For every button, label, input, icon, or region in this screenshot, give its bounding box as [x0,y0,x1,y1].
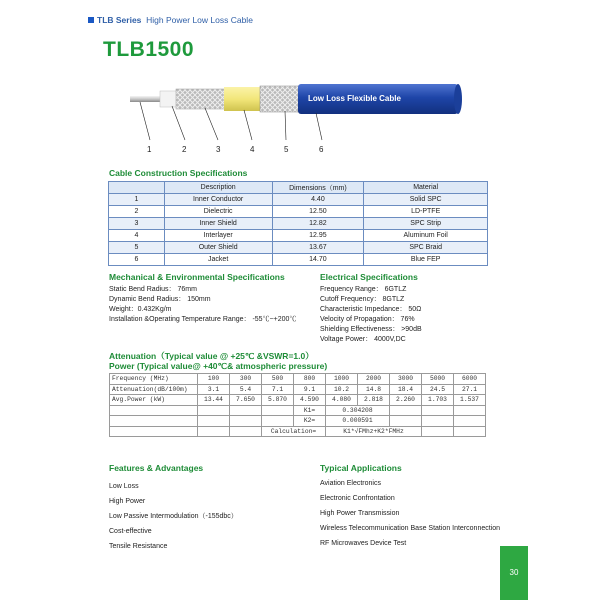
callout-1: 1 [147,145,152,154]
features-list [109,479,238,554]
table-cell: 4.590 [294,395,326,406]
empty-cell [198,426,230,437]
table-cell: 6 [109,254,165,266]
table-cell: LD-PTFE [364,206,488,218]
table-row [109,254,488,266]
table-cell: 500 [262,374,294,385]
table-cell: Aluminum Foil [364,230,488,242]
inner-shield [176,89,226,109]
calculation-row [110,426,486,437]
table-row [109,194,488,206]
page-number: 30 [509,568,519,577]
table-cell: 7.650 [230,395,262,406]
electrical-spec: Frequency Range： 6GTLZ [320,286,407,293]
construction-title: Cable Construction Specifications [109,168,248,178]
power-row [110,395,486,406]
list-item: High Power Transmission [320,510,400,517]
empty-cell [454,416,486,427]
row-label: Frequency (MHz) [110,374,198,385]
table-cell: Inner Shield [164,218,272,230]
empty-cell [110,416,198,427]
empty-cell [422,426,454,437]
row-label: Attenuation(dB/100m) [110,384,198,395]
empty-cell [110,405,198,416]
table-cell: 6000 [454,374,486,385]
empty-cell [422,416,454,427]
k1-row [110,405,486,416]
attenuation-title: Attenuation（Typical value @ +25℃ &VSWR=1.0） [109,351,314,361]
construction-header-row [109,182,488,194]
mechanical-spec: Installation &Operating Temperature Range： -55℃~+200℃ [109,316,297,323]
table-cell: 13.44 [198,395,230,406]
k1-value: 0.304208 [326,405,390,416]
empty-cell [230,416,262,427]
table-cell: 1.537 [454,395,486,406]
inner-conductor [130,96,162,102]
table-cell: Interlayer [164,230,272,242]
power-title: Power (Typical value@ +40℃& atmospheric pressure) [109,361,328,371]
table-cell: Solid SPC [364,194,488,206]
empty-cell [422,405,454,416]
callout-3: 3 [216,145,221,154]
applications-title: Typical Applications [320,463,402,473]
empty-cell [454,426,486,437]
table-cell: 7.1 [262,384,294,395]
table-cell: SPC Braid [364,242,488,254]
empty-cell [262,416,294,427]
table-cell: 14.8 [358,384,390,395]
empty-cell [230,405,262,416]
k1-label: K1= [294,405,326,416]
table-cell: 4.080 [326,395,358,406]
table-cell: 9.1 [294,384,326,395]
table-row [109,218,488,230]
header-cell: Dimensions（mm) [272,182,364,194]
empty-cell [390,416,422,427]
model-title: TLB1500 [103,38,195,61]
table-cell: 800 [294,374,326,385]
table-cell: 5000 [422,374,454,385]
table-row [109,242,488,254]
applications-list [320,476,500,551]
cable-illustration [0,0,600,170]
electrical-title: Electrical Specifications [320,272,418,282]
features-title: Features & Advantages [109,463,204,473]
list-item: High Power [109,498,146,505]
header-cell: Material [364,182,488,194]
table-cell: 18.4 [390,384,422,395]
mechanical-title: Mechanical & Environmental Specifications [109,272,285,282]
empty-cell [454,405,486,416]
table-cell: 300 [230,374,262,385]
table-cell: 14.70 [272,254,364,266]
list-item: Low Loss [109,483,139,490]
attenuation-table [109,373,486,437]
mechanical-spec-list [109,285,296,325]
electrical-spec: Cutoff Frequency： 8GTLZ [320,296,405,303]
list-item: RF Microwaves Device Test [320,540,407,547]
mechanical-spec: Dynamic Bend Radius： 150mm [109,296,211,303]
list-item: Cost-effective [109,528,152,535]
mechanical-spec: Static Bend Radius： 76mm [109,286,197,293]
dielectric [160,91,178,107]
table-cell: 1.703 [422,395,454,406]
table-cell: 10.2 [326,384,358,395]
table-cell: Blue FEP [364,254,488,266]
electrical-spec: Velocity of Propagation： 76% [320,316,415,323]
k2-row [110,416,486,427]
empty-cell [198,416,230,427]
empty-cell [110,426,198,437]
table-row [109,206,488,218]
list-item: Aviation Electronics [320,480,381,487]
table-cell: 2.260 [390,395,422,406]
table-cell: 3.1 [198,384,230,395]
series-name: TLB Series [97,15,142,25]
table-cell: 12.50 [272,206,364,218]
table-row [109,230,488,242]
list-item: Low Passive Intermodulation（-155dbc） [109,513,238,520]
table-cell: 27.1 [454,384,486,395]
empty-cell [262,405,294,416]
callout-2: 2 [182,145,187,154]
table-cell: 5.870 [262,395,294,406]
calculation-formula: K1*√FMhz+K2*FMHz [326,426,422,437]
electrical-spec: Shielding Effectiveness： >90dB [320,326,422,333]
empty-cell [390,405,422,416]
table-cell: 4 [109,230,165,242]
electrical-spec-list [320,285,422,345]
list-item: Tensile Resistance [109,543,168,550]
header-cell [109,182,165,194]
table-cell: Dielectric [164,206,272,218]
callout-5: 5 [284,145,289,154]
empty-cell [230,426,262,437]
attenuation-row [110,384,486,395]
table-cell: 2.818 [358,395,390,406]
interlayer [224,87,262,111]
series-subtitle: High Power Low Loss Cable [146,15,253,25]
row-label: Avg.Power (kW) [110,395,198,406]
jacket-label: Low Loss Flexible Cable [308,94,401,103]
table-cell: 12.82 [272,218,364,230]
mechanical-spec: Weight：0.432Kg/m [109,306,172,313]
table-cell: 12.95 [272,230,364,242]
table-cell: 4.40 [272,194,364,206]
outer-shield [260,86,300,112]
k2-label: K2= [294,416,326,427]
callout-4: 4 [250,145,255,154]
list-item: Electronic Confrontation [320,495,395,502]
calculation-label: Calculation= [262,426,326,437]
table-cell: SPC Strip [364,218,488,230]
table-cell: 3 [109,218,165,230]
table-cell: 2000 [358,374,390,385]
table-cell: Outer Shield [164,242,272,254]
table-cell: 5 [109,242,165,254]
table-cell: 24.5 [422,384,454,395]
callout-6: 6 [319,145,324,154]
header-cell: Description [164,182,272,194]
table-cell: 3000 [390,374,422,385]
table-cell: 1 [109,194,165,206]
table-cell: 100 [198,374,230,385]
table-cell: Jacket [164,254,272,266]
table-cell: 1000 [326,374,358,385]
electrical-spec: Voltage Power： 4000V,DC [320,336,406,343]
table-cell: Inner Conductor [164,194,272,206]
list-item: Wireless Telecommunication Base Station Interconnection [320,525,501,532]
frequency-row [110,374,486,385]
construction-table [108,181,488,266]
table-cell: 5.4 [230,384,262,395]
table-cell: 13.67 [272,242,364,254]
table-cell: 2 [109,206,165,218]
electrical-spec: Characteristic Impedance： 50Ω [320,306,422,313]
k2-value: 0.000591 [326,416,390,427]
empty-cell [198,405,230,416]
